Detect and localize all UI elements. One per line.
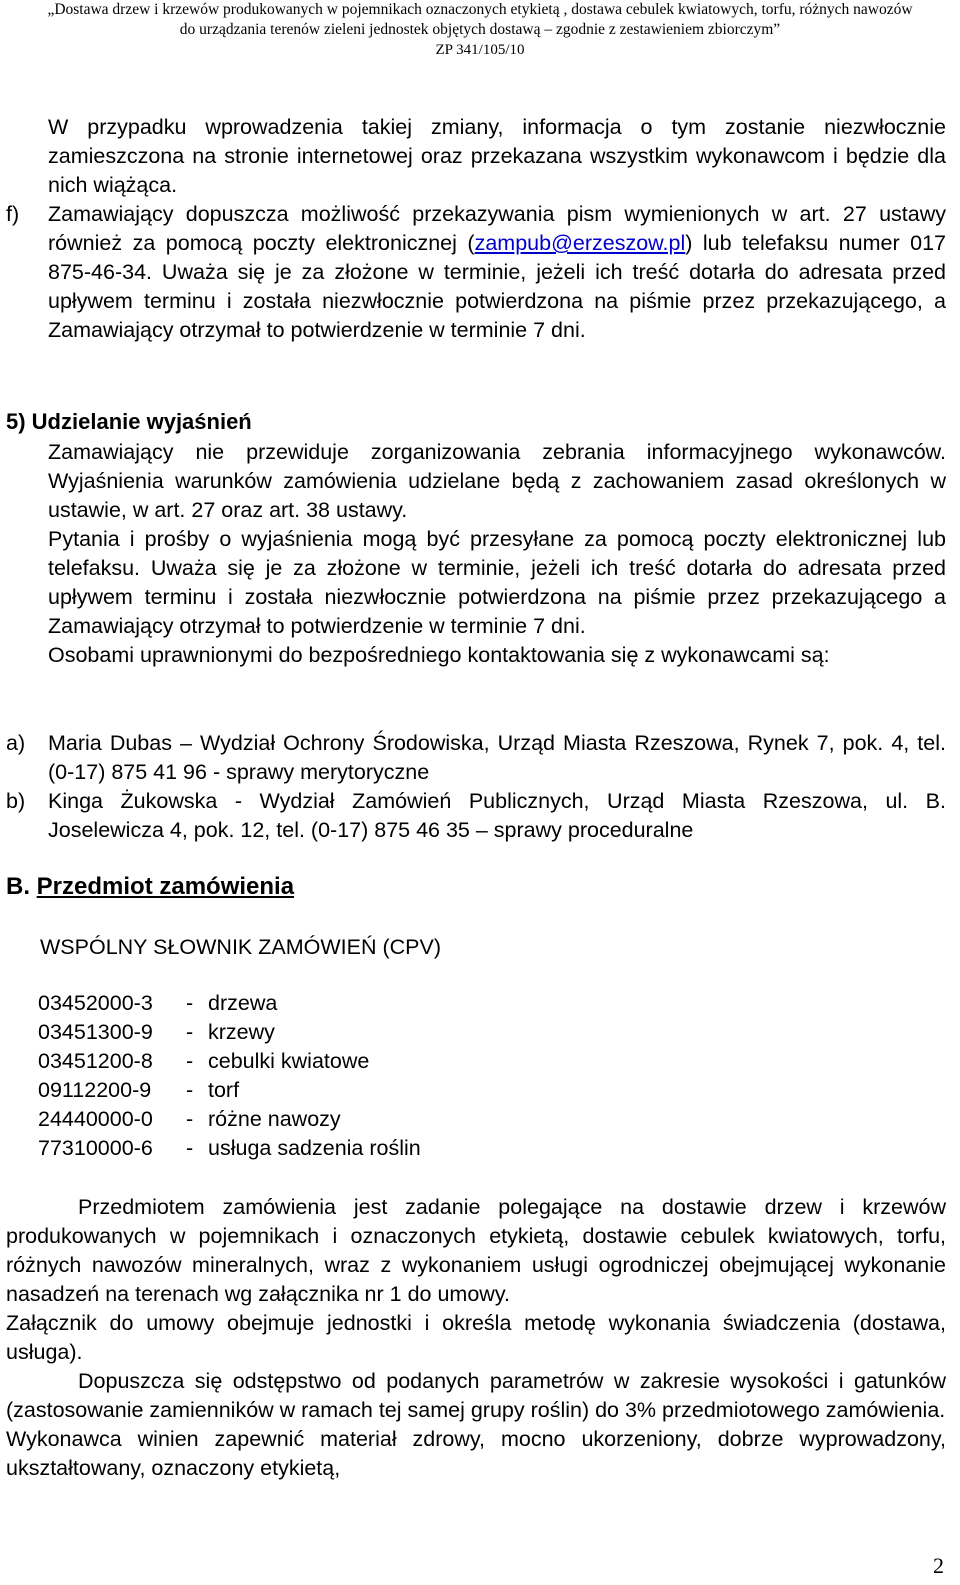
cpv-code: 03451200-8: [38, 1049, 153, 1073]
intro-paragraph-text: W przypadku wprowadzenia takiej zmiany, informacja o tym zostanie niezwłocznie zamieszczona na stronie internetowej oraz przekazana wszystkim wykonawcom i będzie dla nich wiążąca.: [48, 115, 946, 197]
cpv-name: usługa sadzenia roślin: [208, 1136, 421, 1160]
cpv-row: [38, 1047, 369, 1076]
section-5-para-2: Pytania i prośby o wyjaśnienia mogą być przesyłane za pomocą poczty elektronicznej lub telefaksu. Uważa się je za złożone w terminie, jeżeli ich treść dotarła do adresata przed upływem terminu i została niezwłocznie potwierdzona na piśmie przez przekazującego a Zamawiający otrzymał to potwierdzenie w terminie 7 dni.: [48, 527, 946, 638]
cpv-row: [38, 1076, 239, 1105]
cpv-dash: -: [186, 991, 194, 1015]
section-b-letter: B.: [6, 873, 30, 900]
cpv-name: różne nawozy: [208, 1107, 341, 1131]
email-link[interactable]: zampub@erzeszow.pl: [474, 231, 686, 255]
cpv-code: 24440000-0: [38, 1107, 153, 1131]
section-b-title: Przedmiot zamówienia: [36, 873, 295, 900]
section-5-para-3: Osobami uprawnionymi do bezpośredniego kontaktowania się z wykonawcami są:: [48, 643, 830, 667]
cpv-dash: -: [186, 1049, 194, 1073]
contact-b-label: b): [6, 789, 26, 813]
item-f-text-2: ) lub telefaksu numer 017 875-46-34. Uważa się je za złożone w terminie, jeżeli ich treść dotarła do adresata przed upływem terminu i została niezwłocznie potwierdzona na piśmie przez przekazującego, a Zamawiający otrzymał to potwierdzenie w terminie 7 dni.: [48, 231, 946, 342]
subject-para-4: Wykonawca winien zapewnić materiał zdrowy, mocno ukorzeniony, dobrze wyprowadzony, ukształtowany, oznaczony etykietą,: [6, 1427, 946, 1480]
cpv-dash: -: [186, 1136, 194, 1160]
cpv-name: krzewy: [208, 1020, 275, 1044]
page-number: 2: [933, 1553, 944, 1578]
section-5-heading: 5) Udzielanie wyjaśnień: [6, 409, 252, 434]
contact-a-text: Maria Dubas – Wydział Ochrony Środowiska, Urząd Miasta Rzeszowa, Rynek 7, pok. 4, tel. (0-17) 875 41 96 - sprawy merytoryczne: [48, 731, 946, 784]
header-line-1: „Dostawa drzew i krzewów produkowanych w pojemnikach oznaczonych etykietą , dostawa cebulek kwiatowych, torfu, różnych nawozów: [47, 1, 913, 18]
cpv-dash: -: [186, 1078, 194, 1102]
header-reference-number: ZP 341/105/10: [435, 42, 525, 58]
cpv-code: 03452000-3: [38, 991, 153, 1015]
cpv-title: WSPÓLNY SŁOWNIK ZAMÓWIEŃ (CPV): [40, 935, 441, 959]
cpv-code: 77310000-6: [38, 1136, 153, 1160]
cpv-name: drzewa: [208, 991, 278, 1015]
subject-para-1: Przedmiotem zamówienia jest zadanie polegające na dostawie drzew i krzewów produkowanych w pojemnikach i oznaczonych etykietą, dostawie cebulek kwiatowych, torfu, różnych nawozów mineralnych, wraz z wykonaniem usługi ogrodniczej obejmującej wykonanie nasadzeń na terenach wg załącznika nr 1 do umowy.: [6, 1195, 946, 1306]
cpv-dash: -: [186, 1107, 194, 1131]
cpv-name: cebulki kwiatowe: [208, 1049, 370, 1073]
subject-para-2: Załącznik do umowy obejmuje jednostki i określa metodę wykonania świadczenia (dostawa, usługa).: [6, 1311, 946, 1364]
list-body-f: [48, 200, 946, 345]
document-header: [0, 0, 960, 60]
list-label-f: f): [6, 202, 20, 226]
cpv-row: [38, 989, 277, 1018]
cpv-code: 09112200-9: [38, 1078, 152, 1102]
cpv-code: 03451300-9: [38, 1020, 153, 1044]
cpv-name: torf: [208, 1078, 240, 1102]
section-5-para-1: Zamawiający nie przewiduje zorganizowania zebrania informacyjnego wykonawców. Wyjaśnienia warunków zamówienia udzielane będą z zachowaniem zasad określonych w ustawie, w art. 27 oraz art. 38 ustawy.: [48, 440, 946, 522]
cpv-row: [38, 1105, 341, 1134]
cpv-row: [38, 1134, 421, 1163]
cpv-row: [38, 1018, 275, 1047]
contact-b-text: Kinga Żukowska - Wydział Zamówień Publicznych, Urząd Miasta Rzeszowa, ul. B. Joselewicza 4, pok. 12, tel. (0-17) 875 46 35 – sprawy proceduralne: [48, 789, 946, 842]
subject-body: [6, 1193, 946, 1483]
subject-para-3: Dopuszcza się odstępstwo od podanych parametrów w zakresie wysokości i gatunków (zastosowanie zamienników w ramach tej samej grupy roślin) do 3% przedmiotowego zamówienia.: [6, 1369, 946, 1422]
item-f-text-1: Zamawiający dopuszcza możliwość przekazywania pism wymienionych w art. 27 ustawy również za pomocą poczty elektronicznej (: [48, 202, 946, 255]
intro-paragraph: [48, 113, 946, 200]
header-line-2: do urządzania terenów zieleni jednostek objętych dostawą – zgodnie z zestawieniem zbiorczym”: [179, 21, 781, 38]
contact-a-label: a): [6, 731, 26, 755]
cpv-dash: -: [186, 1020, 194, 1044]
section-5-body: [48, 438, 946, 670]
section-b-heading: [6, 871, 294, 903]
